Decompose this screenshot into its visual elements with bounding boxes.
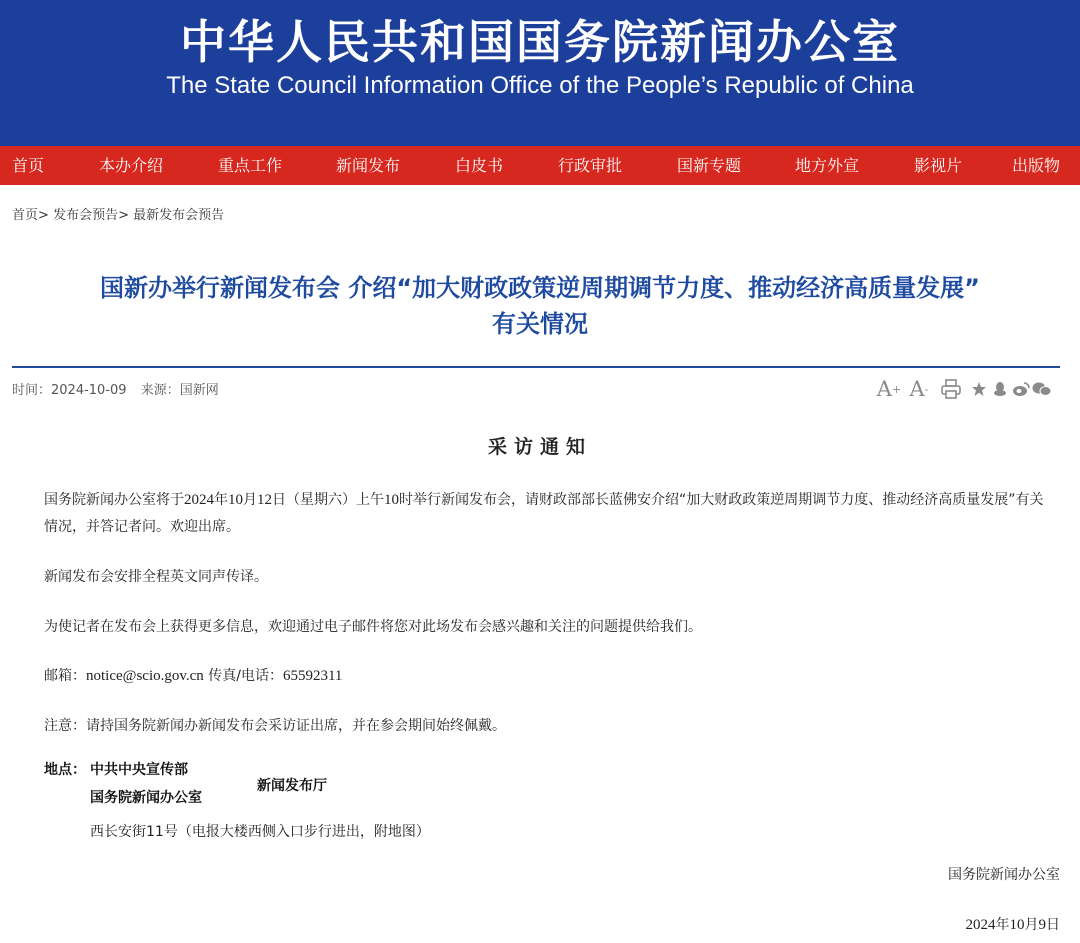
email-label: 邮箱：	[44, 668, 86, 684]
article-title	[40, 270, 1040, 342]
nav-item-home[interactable]: 首页	[12, 156, 45, 175]
breadcrumb-separator: >	[118, 208, 129, 223]
notice-paragraph-1: 国务院新闻办公室将于2024年10月12日（星期六）上午10时举行新闻发布会，请财政部部长蓝佛安介绍“加大财政政策逆周期调节力度、推动经济高质量发展”有关情况，并答记者问。欢迎出席。	[44, 492, 1044, 535]
location-org-1: 中共中央宣传部	[90, 762, 188, 778]
source-value: 国新网	[179, 383, 219, 398]
fax-label: 传真/电话：	[208, 668, 283, 684]
nav-item-admin-approval[interactable]: 行政审批	[558, 156, 623, 175]
source-label: 来源：国新网	[140, 383, 219, 398]
nav-item-key-work[interactable]: 重点工作	[218, 156, 283, 175]
title-divider	[12, 366, 1060, 368]
article-title-line2: 有关情况	[492, 310, 588, 338]
breadcrumb-latest-preview[interactable]: 最新发布会预告	[133, 208, 225, 223]
nav-item-white-papers[interactable]: 白皮书	[455, 156, 504, 175]
signature-date: 2024年10月9日	[965, 917, 1060, 933]
article-title-line1: 国新办举行新闻发布会 介绍“加大财政政策逆周期调节力度、推动经济高质量发展”	[100, 274, 980, 302]
publish-date: 2024-10-09	[51, 383, 127, 398]
location-hall: 新闻发布厅	[257, 778, 327, 794]
weibo-share-icon[interactable]	[1010, 381, 1031, 397]
nav-item-about[interactable]: 本办介绍	[99, 156, 164, 175]
notice-heading: 采访通知	[487, 436, 592, 458]
breadcrumb-press-preview[interactable]: 发布会预告	[53, 208, 119, 223]
location-address[interactable]: 西长安街11号（电报大楼西侧入口步行进出，附地图）	[90, 824, 430, 840]
breadcrumb-separator: >	[38, 208, 49, 223]
nav-item-films[interactable]: 影视片	[914, 156, 963, 175]
nav-item-publications[interactable]: 出版物	[1012, 156, 1061, 175]
email-link[interactable]: notice@scio.gov.cn	[86, 668, 204, 684]
contact-line	[44, 665, 1054, 685]
fax-number: 65592311	[282, 668, 343, 684]
main-nav	[0, 146, 1080, 185]
notice-paragraph-2: 新闻发布会安排全程英文同声传译。	[44, 569, 268, 585]
print-icon[interactable]	[934, 378, 968, 400]
site-header	[0, 0, 1080, 146]
article-tools	[874, 376, 1052, 402]
time-label: 时间：2024-10-09	[12, 383, 127, 398]
article-meta	[12, 379, 229, 398]
breadcrumb	[12, 204, 224, 223]
signature-org: 国务院新闻办公室	[948, 867, 1060, 883]
font-larger-button[interactable]: A +	[876, 377, 902, 401]
nav-item-press-releases[interactable]: 新闻发布	[336, 156, 401, 175]
location-label: 地点：	[44, 762, 86, 778]
breadcrumb-home[interactable]: 首页	[12, 208, 39, 223]
wechat-share-icon[interactable]	[1031, 381, 1052, 397]
nav-item-special-topics[interactable]: 国新专题	[677, 156, 742, 175]
location-org-2: 国务院新闻办公室	[90, 790, 202, 806]
qq-share-icon[interactable]	[989, 381, 1010, 397]
nav-item-local-publicity[interactable]: 地方外宣	[795, 156, 860, 175]
notice-paragraph-3: 为使记者在发布会上获得更多信息，欢迎通过电子邮件将您对此场发布会感兴趣和关注的问题提供给我们。	[44, 619, 702, 635]
site-title-cn: 中华人民共和国国务院新闻办公室	[180, 15, 900, 69]
notice-note: 注意：请持国务院新闻办新闻发布会采访证出席，并在参会期间始终佩戴。	[44, 718, 506, 734]
favorite-star-icon[interactable]	[968, 381, 989, 397]
font-smaller-button[interactable]: A -	[909, 377, 929, 401]
site-title-en: The State Council Information Office of the People’s Republic of China	[166, 72, 914, 99]
